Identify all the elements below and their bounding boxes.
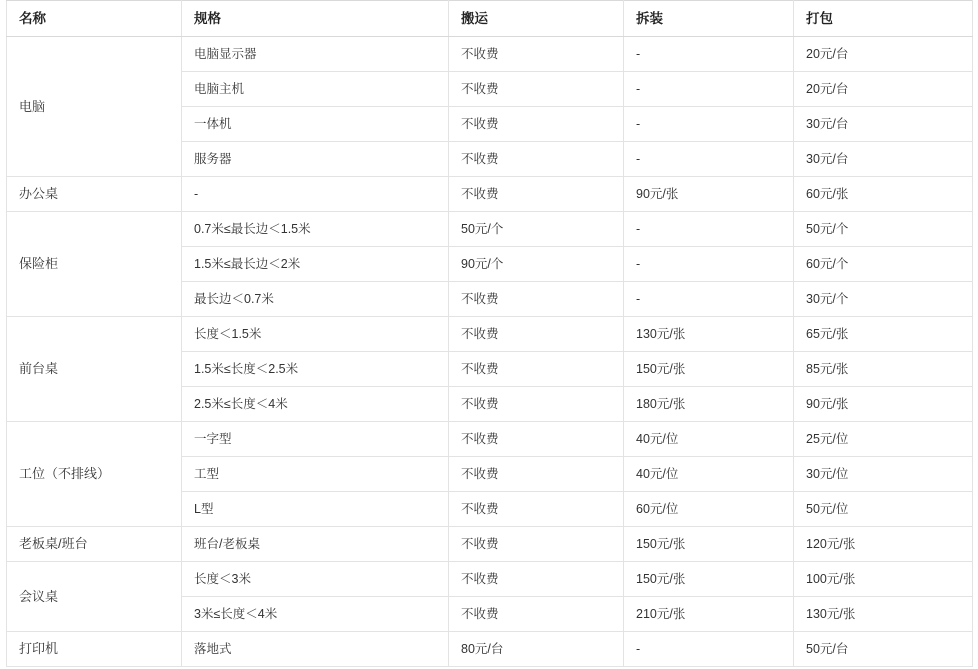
cell-spec: 落地式 [182, 632, 449, 667]
table-header [7, 1, 973, 37]
cell-move-fee: 不收费 [449, 562, 624, 597]
cell-pack-fee: 25元/位 [794, 422, 973, 457]
cell-pack-fee: 30元/个 [794, 282, 973, 317]
cell-assemble-fee: - [624, 212, 794, 247]
column-header-pack: 打包 [794, 1, 973, 37]
cell-pack-fee: 85元/张 [794, 352, 973, 387]
cell-spec: 1.5米≤最长边＜2米 [182, 247, 449, 282]
cell-pack-fee: 30元/台 [794, 142, 973, 177]
cell-move-fee: 不收费 [449, 37, 624, 72]
cell-pack-fee: 100元/张 [794, 562, 973, 597]
cell-move-fee: 不收费 [449, 457, 624, 492]
cell-pack-fee: 50元/台 [794, 632, 973, 667]
column-header-spec: 规格 [182, 1, 449, 37]
cell-spec: 1.5米≤长度＜2.5米 [182, 352, 449, 387]
cell-pack-fee: 30元/台 [794, 107, 973, 142]
cell-move-fee: 不收费 [449, 72, 624, 107]
cell-move-fee: 80元/台 [449, 632, 624, 667]
table-row [7, 212, 973, 247]
cell-move-fee: 不收费 [449, 282, 624, 317]
cell-assemble-fee: 150元/张 [624, 352, 794, 387]
cell-category-name: 保险柜 [7, 212, 182, 317]
cell-spec: 一体机 [182, 107, 449, 142]
cell-assemble-fee: - [624, 72, 794, 107]
cell-move-fee: 不收费 [449, 492, 624, 527]
cell-category-name: 老板桌/班台 [7, 527, 182, 562]
cell-category-name: 办公桌 [7, 177, 182, 212]
cell-pack-fee: 60元/个 [794, 247, 973, 282]
cell-move-fee: 不收费 [449, 177, 624, 212]
table-row [7, 37, 973, 72]
cell-spec: 长度＜3米 [182, 562, 449, 597]
cell-assemble-fee: 210元/张 [624, 597, 794, 632]
cell-spec: 长度＜1.5米 [182, 317, 449, 352]
cell-move-fee: 不收费 [449, 317, 624, 352]
cell-assemble-fee: 180元/张 [624, 387, 794, 422]
cell-spec: - [182, 177, 449, 212]
table-row [7, 632, 973, 667]
cell-assemble-fee: 40元/位 [624, 457, 794, 492]
column-header-assemble: 拆装 [624, 1, 794, 37]
cell-category-name: 前台桌 [7, 317, 182, 422]
cell-category-name: 会议桌 [7, 562, 182, 632]
cell-assemble-fee: 150元/张 [624, 562, 794, 597]
cell-pack-fee: 130元/张 [794, 597, 973, 632]
cell-spec: 一字型 [182, 422, 449, 457]
table-row [7, 177, 973, 212]
cell-spec: 最长边＜0.7米 [182, 282, 449, 317]
table-row [7, 562, 973, 597]
cell-spec: 电脑显示器 [182, 37, 449, 72]
cell-spec: 服务器 [182, 142, 449, 177]
table-row [7, 527, 973, 562]
cell-assemble-fee: 150元/张 [624, 527, 794, 562]
cell-spec: 2.5米≤长度＜4米 [182, 387, 449, 422]
cell-category-name: 打印机 [7, 632, 182, 667]
cell-pack-fee: 30元/位 [794, 457, 973, 492]
cell-assemble-fee: 60元/位 [624, 492, 794, 527]
cell-spec: L型 [182, 492, 449, 527]
cell-spec: 0.7米≤最长边＜1.5米 [182, 212, 449, 247]
cell-move-fee: 不收费 [449, 352, 624, 387]
cell-assemble-fee: 90元/张 [624, 177, 794, 212]
cell-assemble-fee: - [624, 37, 794, 72]
cell-pack-fee: 65元/张 [794, 317, 973, 352]
cell-assemble-fee: - [624, 142, 794, 177]
cell-move-fee: 不收费 [449, 107, 624, 142]
cell-spec: 班台/老板桌 [182, 527, 449, 562]
cell-pack-fee: 60元/张 [794, 177, 973, 212]
cell-move-fee: 不收费 [449, 387, 624, 422]
column-header-name: 名称 [7, 1, 182, 37]
cell-move-fee: 50元/个 [449, 212, 624, 247]
cell-pack-fee: 50元/个 [794, 212, 973, 247]
table-body [7, 37, 973, 667]
cell-pack-fee: 20元/台 [794, 37, 973, 72]
cell-category-name: 电脑 [7, 37, 182, 177]
cell-move-fee: 不收费 [449, 527, 624, 562]
cell-move-fee: 不收费 [449, 142, 624, 177]
cell-assemble-fee: 40元/位 [624, 422, 794, 457]
cell-assemble-fee: 130元/张 [624, 317, 794, 352]
cell-assemble-fee: - [624, 282, 794, 317]
table-header-row [7, 1, 973, 37]
cell-category-name: 工位（不排线） [7, 422, 182, 527]
cell-assemble-fee: - [624, 107, 794, 142]
table-row [7, 422, 973, 457]
cell-spec: 工型 [182, 457, 449, 492]
cell-move-fee: 不收费 [449, 597, 624, 632]
cell-pack-fee: 120元/张 [794, 527, 973, 562]
cell-pack-fee: 90元/张 [794, 387, 973, 422]
office-moving-price-table [6, 0, 973, 667]
cell-assemble-fee: - [624, 632, 794, 667]
cell-assemble-fee: - [624, 247, 794, 282]
cell-spec: 电脑主机 [182, 72, 449, 107]
table-row [7, 317, 973, 352]
cell-pack-fee: 20元/台 [794, 72, 973, 107]
cell-move-fee: 90元/个 [449, 247, 624, 282]
column-header-move: 搬运 [449, 1, 624, 37]
cell-spec: 3米≤长度＜4米 [182, 597, 449, 632]
cell-pack-fee: 50元/位 [794, 492, 973, 527]
cell-move-fee: 不收费 [449, 422, 624, 457]
